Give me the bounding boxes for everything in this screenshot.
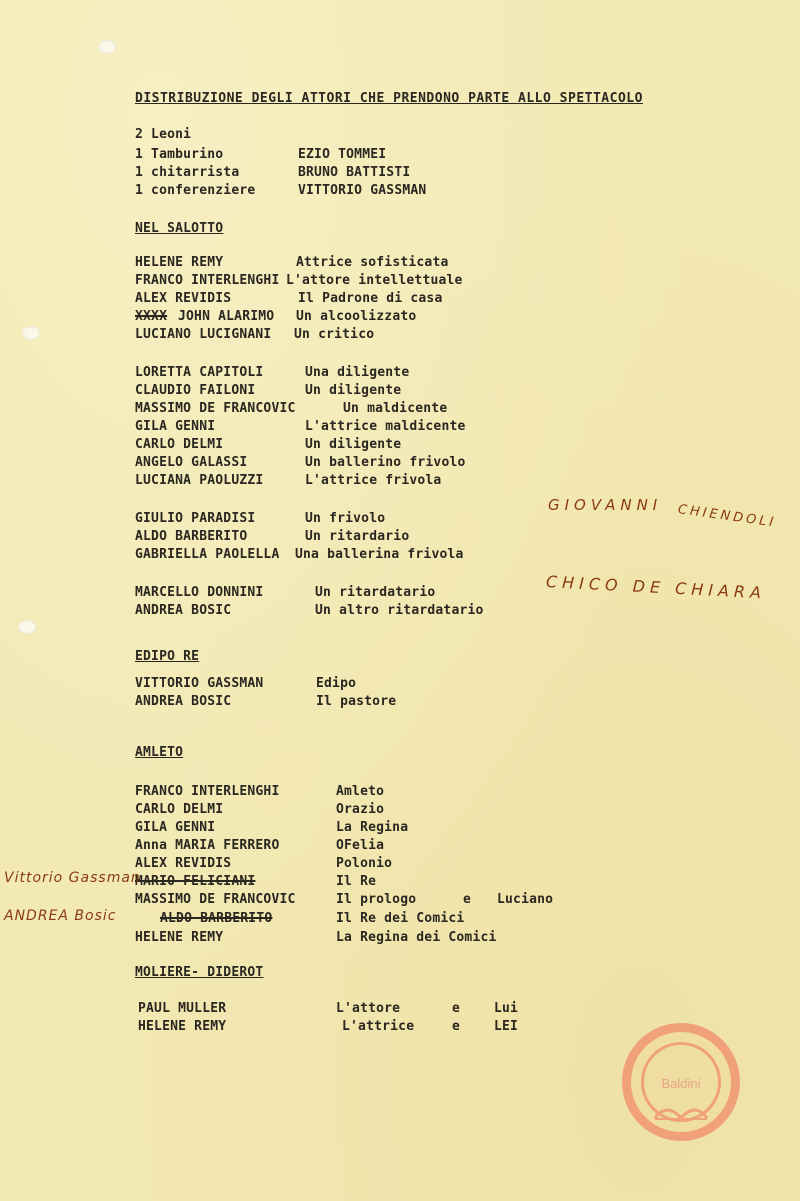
- intro-role: 2 Leoni: [135, 127, 192, 142]
- cast-actor: HELENE REMY: [138, 1019, 227, 1034]
- cast-actor: ALEX REVIDIS: [135, 291, 232, 306]
- cast-actor: VITTORIO GASSMAN: [135, 676, 264, 691]
- cast-role: Un alcoolizzato: [296, 309, 417, 324]
- cast-role: La Regina dei Comici: [336, 930, 497, 945]
- paper-punch-hole: [98, 40, 116, 54]
- cast-role: Il Padrone di casa: [298, 291, 443, 306]
- cast-actor: HELENE REMY: [135, 930, 224, 945]
- cast-role: Attrice sofisticata: [296, 255, 449, 270]
- cast-role: Un frivolo: [305, 511, 386, 526]
- cast-conjunction: e: [452, 1001, 461, 1016]
- intro-role: 1 Tamburino: [135, 147, 224, 162]
- cast-actor: CLAUDIO FAILONI: [135, 383, 256, 398]
- struck-actor: MARIO FELICIANI: [135, 874, 256, 889]
- cast-role: L'attrice: [342, 1019, 415, 1034]
- intro-role: 1 chitarrista: [135, 165, 240, 180]
- paper-punch-hole: [22, 326, 40, 340]
- cast-role: Un ritardatario: [315, 585, 436, 600]
- cast-role: Un ballerino frivolo: [305, 455, 466, 470]
- cast-role: Un diligente: [305, 383, 402, 398]
- stamp-arches-icon: [653, 1102, 709, 1120]
- cast-actor: Anna MARIA FERRERO: [135, 838, 280, 853]
- document-title: DISTRIBUZIONE DEGLI ATTORI CHE PRENDONO PARTE ALLO SPETTACOLO: [135, 91, 643, 106]
- cast-role: Il Re dei Comici: [336, 911, 465, 926]
- cast-role: Un critico: [294, 327, 375, 342]
- stamp-label: Baldini: [661, 1076, 701, 1091]
- cast-actor: FRANCO INTERLENGHI: [135, 273, 280, 288]
- cast-actor: MASSIMO DE FRANCOVIC: [135, 892, 296, 907]
- cast-role: Un ritardario: [305, 529, 410, 544]
- handwritten-note: GIOVANNI: [548, 496, 663, 514]
- cast-actor: ANDREA BOSIC: [135, 603, 232, 618]
- cast-role: Edipo: [316, 676, 357, 691]
- cast-actor: JOHN ALARIMO: [178, 309, 275, 324]
- cast-conjunction: e: [463, 892, 472, 907]
- cast-conjunction: e: [452, 1019, 461, 1034]
- struck-text: XXXX: [135, 309, 168, 324]
- cast-actor: ANGELO GALASSI: [135, 455, 248, 470]
- cast-actor: GIULIO PARADISI: [135, 511, 256, 526]
- section-heading-amleto: AMLETO: [135, 745, 184, 760]
- cast-actor: ALEX REVIDIS: [135, 856, 232, 871]
- cast-role: Luciano: [497, 892, 554, 907]
- section-heading-salotto: NEL SALOTTO: [135, 221, 224, 236]
- cast-role: Lui: [494, 1001, 519, 1016]
- section-heading-edipo: EDIPO RE: [135, 649, 200, 664]
- cast-role: La Regina: [336, 820, 409, 835]
- cast-role: Un diligente: [305, 437, 402, 452]
- cast-actor: MARCELLO DONNINI: [135, 585, 264, 600]
- handwritten-note: CHIENDOLI: [676, 502, 778, 531]
- cast-actor: GABRIELLA PAOLELLA: [135, 547, 280, 562]
- paper-punch-hole: [18, 620, 36, 634]
- cast-role: Una diligente: [305, 365, 410, 380]
- intro-role: 1 conferenziere: [135, 183, 256, 198]
- cast-actor: FRANCO INTERLENGHI: [135, 784, 280, 799]
- cast-role: L'attore: [336, 1001, 401, 1016]
- cast-actor: HELENE REMY: [135, 255, 224, 270]
- cast-role: LEI: [494, 1019, 519, 1034]
- cast-actor: MASSIMO DE FRANCOVIC: [135, 401, 296, 416]
- cast-actor: CARLO DELMI: [135, 437, 224, 452]
- cast-role: L'attrice maldicente: [305, 419, 466, 434]
- cast-actor: GILA GENNI: [135, 820, 216, 835]
- cast-actor: CARLO DELMI: [135, 802, 224, 817]
- cast-role: Un altro ritardatario: [315, 603, 484, 618]
- cast-actor: GILA GENNI: [135, 419, 216, 434]
- intro-actor: VITTORIO GASSMAN: [298, 183, 427, 198]
- cast-role: Orazio: [336, 802, 385, 817]
- cast-actor: ALDO BARBERITO: [135, 529, 248, 544]
- struck-actor: ALDO BARBERITO: [160, 911, 273, 926]
- handwritten-note: Vittorio Gassman: [4, 870, 141, 886]
- cast-role: Il pastore: [316, 694, 397, 709]
- cast-role: Polonio: [336, 856, 393, 871]
- cast-role: OFelia: [336, 838, 385, 853]
- cast-role: L'attrice frivola: [305, 473, 442, 488]
- intro-actor: BRUNO BATTISTI: [298, 165, 411, 180]
- cast-actor: ANDREA BOSIC: [135, 694, 232, 709]
- handwritten-note: ANDREA Bosic: [4, 908, 117, 924]
- cast-role: Amleto: [336, 784, 385, 799]
- intro-actor: EZIO TOMMEI: [298, 147, 387, 162]
- cast-actor: LUCIANO LUCIGNANI: [135, 327, 272, 342]
- archive-stamp: [622, 1023, 740, 1141]
- cast-role: Il Re: [336, 874, 377, 889]
- cast-role: Un maldicente: [343, 401, 448, 416]
- cast-actor: PAUL MULLER: [138, 1001, 227, 1016]
- cast-role: Il prologo: [336, 892, 417, 907]
- section-heading-moliere: MOLIERE- DIDEROT: [135, 965, 264, 980]
- cast-actor: LORETTA CAPITOLI: [135, 365, 264, 380]
- cast-role: L'attore intellettuale: [286, 273, 463, 288]
- cast-role: Una ballerina frivola: [295, 547, 464, 562]
- cast-actor: LUCIANA PAOLUZZI: [135, 473, 264, 488]
- handwritten-note: CHICO DE CHIARA: [545, 572, 767, 603]
